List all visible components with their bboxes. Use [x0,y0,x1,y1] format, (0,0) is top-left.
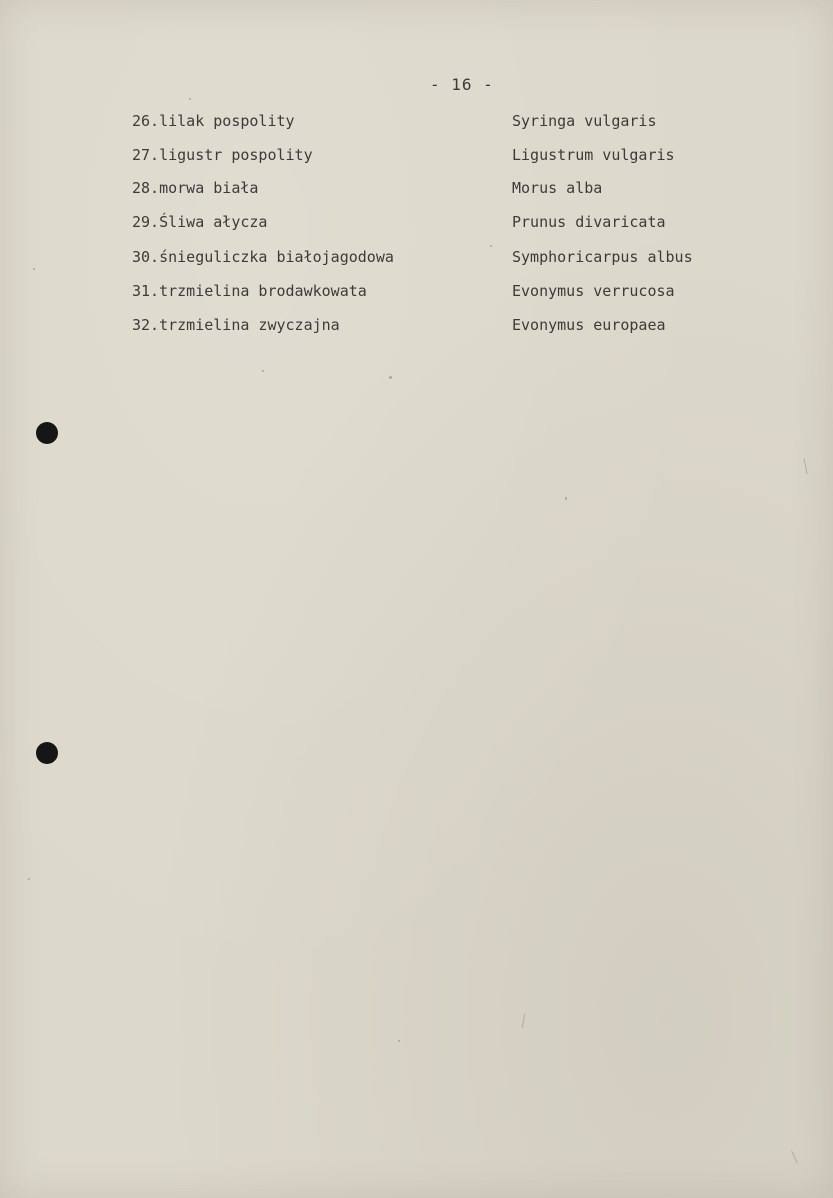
latin-name: Morus alba [512,179,603,197]
polish-name: 30.śnieguliczka białojagodowa [132,248,394,266]
list-item [0,316,833,340]
paper-speck [33,268,35,270]
paper-scratch [522,1014,525,1028]
paper-speck [28,878,30,880]
latin-name: Symphoricarpus albus [512,248,693,266]
punch-hole-bottom [36,742,58,764]
list-item [0,146,833,170]
latin-name: Syringa vulgaris [512,112,657,130]
list-item [0,282,833,306]
list-item [0,179,833,203]
latin-name: Evonymus verrucosa [512,282,675,300]
paper-speck [398,1040,400,1042]
paper-speck [565,497,567,500]
polish-name: 29.Śliwa ałycza [132,213,268,231]
polish-name: 27.ligustr pospolity [132,146,313,164]
list-item [0,248,833,272]
paper-speck [189,98,191,100]
polish-name: 31.trzmielina brodawkowata [132,282,367,300]
paper-speck [262,370,264,372]
paper-speck [490,245,492,247]
paper-scratch [791,1150,798,1163]
punch-hole-top [36,422,58,444]
latin-name: Prunus divaricata [512,213,666,231]
latin-name: Ligustrum vulgaris [512,146,675,164]
latin-name: Evonymus europaea [512,316,666,334]
polish-name: 26.lilak pospolity [132,112,295,130]
polish-name: 32.trzmielina zwyczajna [132,316,340,334]
page-number: - 16 - [430,75,494,94]
list-item [0,213,833,237]
list-item [0,112,833,136]
polish-name: 28.morwa biała [132,179,259,197]
paper-speck [389,376,392,379]
paper-scratch [803,458,807,474]
